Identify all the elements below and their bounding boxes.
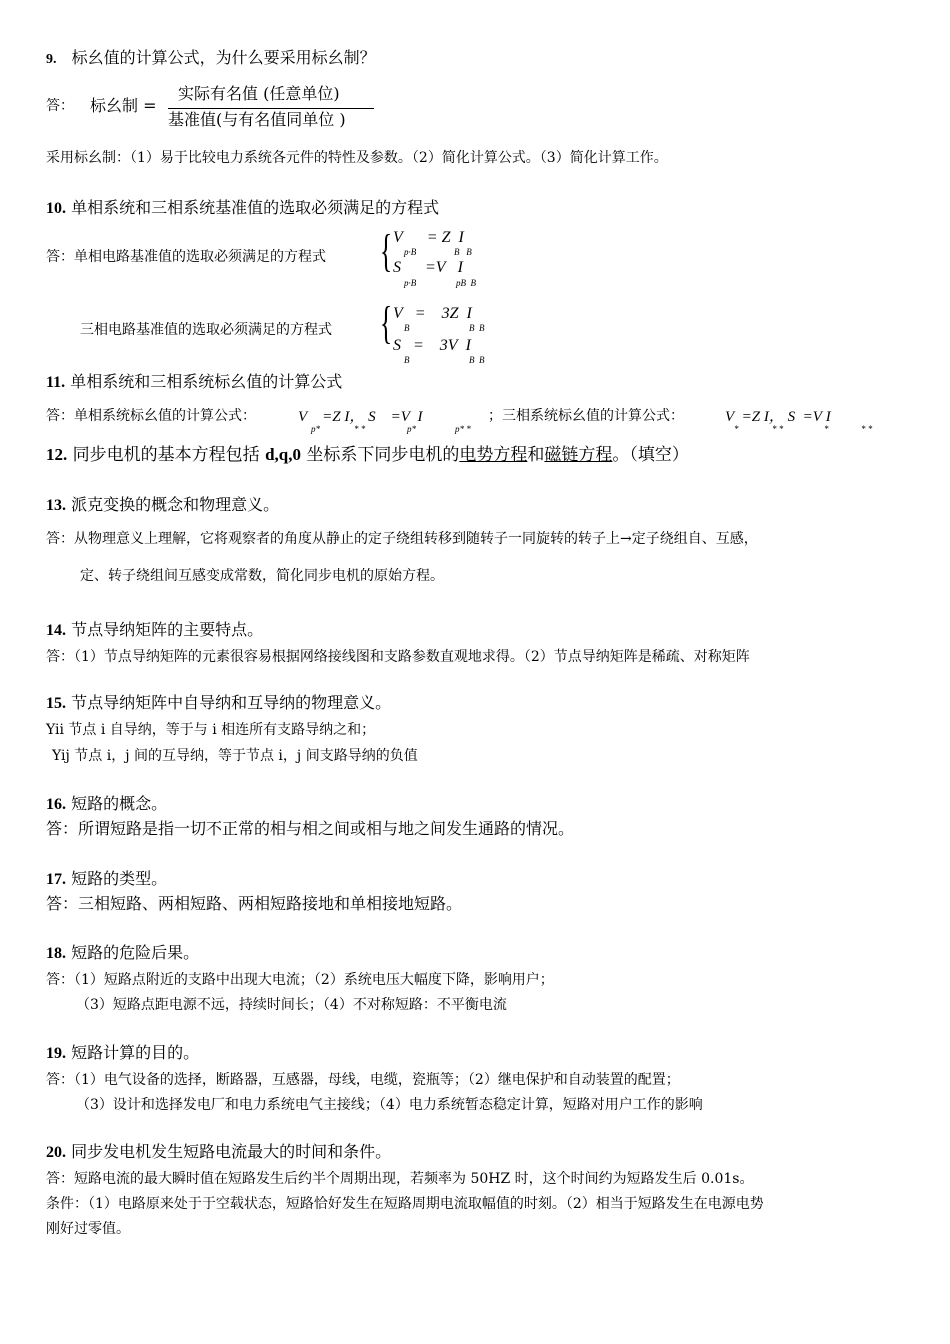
- q11-sub-c: p* *: [455, 424, 471, 434]
- q10-three-label: 三相电路基准值的选取必须满足的方程式: [80, 322, 332, 338]
- q19-line2: （3）设计和选择发电厂和电力系统电气主接线；（4）电力系统暂态稳定计算，短路对用户工作的影响: [76, 1097, 703, 1113]
- q11-sub-g: * *: [861, 424, 873, 434]
- q16-number: 16.: [46, 796, 66, 813]
- q10-eq2: S =V I: [393, 259, 463, 276]
- q10-eq2-sub: p·B: [404, 278, 417, 288]
- q11-sub-f: *: [824, 424, 829, 434]
- q10-heading: [46, 198, 439, 219]
- q16-answer: 答：所谓短路是指一切不正常的相与相之间或相与地之间发生通路的情况。: [46, 819, 575, 838]
- q10-eq2-sub2: pB B: [456, 278, 476, 288]
- q11-sub-e: * *: [772, 424, 784, 434]
- q13-answer-line2: 定、转子绕组间互感变成常数，简化同步电机的原始方程。: [80, 568, 444, 584]
- q10-single-label: 答：单相电路基准值的选取必须满足的方程式: [46, 249, 326, 265]
- q14-number: 14.: [46, 622, 66, 639]
- q14-answer: 答：（1）节点导纳矩阵的元素很容易根据网络接线图和支路参数直观地求得。（2）节点导纳矩阵是稀疏、对称矩阵: [46, 649, 750, 665]
- q17-number: 17.: [46, 871, 66, 888]
- q10-eq1-sub2: B B: [454, 247, 472, 257]
- q12-mid: 坐标系下同步电机的: [306, 445, 460, 465]
- q9-title: 标幺值的计算公式，为什么要采用标幺制？: [71, 48, 376, 67]
- q20-line2: 条件：（1）电路原来处于于空载状态，短路恰好发生在短路周期电流取幅值的时刻。（2）相当于短路发生在电源电势: [46, 1196, 764, 1212]
- q12-post: 。（填空）: [612, 445, 689, 465]
- q11-three-label: ；三相系统标幺值的计算公式：: [488, 408, 684, 424]
- q11-title: 单相系统和三相系统标幺值的计算公式: [70, 372, 343, 391]
- q15-heading: [46, 693, 391, 714]
- q17-answer: 答：三相短路、两相短路、两相短路接地和单相接地短路。: [46, 894, 463, 913]
- q9-answer-label: 答：: [46, 98, 74, 114]
- q12-number: 12.: [46, 445, 68, 464]
- q15-line2: Yij 节点 i，j 间的互导纳，等于节点 i，j 间支路导纳的负值: [52, 748, 418, 764]
- q19-line1: 答：（1）电气设备的选择，断路器，互感器，母线，电缆，瓷瓶等；（2）继电保护和自动装置的配置；: [46, 1072, 680, 1088]
- q10-eq4: S = 3V I: [393, 337, 471, 354]
- q10-title: 单相系统和三相系统基准值的选取必须满足的方程式: [71, 198, 440, 217]
- q20-number: 20.: [46, 1144, 66, 1161]
- q10-eq4-sub2: B B: [469, 355, 485, 365]
- q13-number: 13.: [46, 497, 66, 514]
- q12-blank-emf: 电势方程: [459, 445, 528, 465]
- q18-heading: [46, 943, 199, 964]
- q9-heading: [46, 48, 376, 70]
- q14-heading: [46, 620, 263, 641]
- q10-single-brace: {: [380, 225, 393, 276]
- q16-title: 短路的概念。: [71, 794, 168, 813]
- q12-line: [46, 445, 689, 465]
- q20-heading: [46, 1142, 391, 1163]
- q20-line1: 答：短路电流的最大瞬时值在短路发生后约半个周期出现，若频率为 50HZ 时，这个时间约为短路发生后 0.01s。: [46, 1171, 754, 1187]
- q11-single-subs: p*: [311, 424, 320, 434]
- q13-heading: [46, 495, 279, 516]
- q9-number: 9.: [46, 52, 57, 67]
- q12-dq0: d,q,0: [265, 445, 301, 464]
- q12-and: 和: [527, 445, 545, 465]
- q15-title: 节点导纳矩阵中自导纳和互导纳的物理意义。: [71, 693, 392, 712]
- q19-number: 19.: [46, 1045, 66, 1062]
- q13-title: 派克变换的概念和物理意义。: [71, 495, 280, 514]
- q11-sub-d: *: [734, 424, 739, 434]
- q16-heading: [46, 794, 167, 815]
- q15-line1: Yii 节点 i 自导纳，等于与 i 相连所有支路导纳之和；: [46, 722, 376, 738]
- q13-answer-line1: 答：从物理意义上理解，它将观察者的角度从静止的定子绕组转移到随转子一同旋转的转子上→定子绕组自、互感，: [46, 531, 758, 547]
- q10-eq1: V = Z I: [393, 229, 464, 246]
- q19-heading: [46, 1043, 199, 1064]
- q11-number: 11.: [46, 374, 66, 391]
- q20-line3: 刚好过零值。: [46, 1221, 130, 1237]
- q10-number: 10.: [46, 200, 66, 217]
- q12-pre: 同步电机的基本方程包括: [72, 445, 260, 465]
- q10-eq3-sub: B: [404, 323, 410, 333]
- q18-line2: （3）短路点距电源不远，持续时间长；（4）不对称短路：不平衡电流: [76, 997, 507, 1013]
- q9-formula-numerator: 实际有名值 (任意单位): [178, 84, 340, 103]
- q15-number: 15.: [46, 695, 66, 712]
- q11-sub-a: * *: [354, 424, 366, 434]
- q17-heading: [46, 869, 167, 890]
- q9-fraction-bar: [168, 108, 374, 109]
- q11-heading: [46, 372, 342, 393]
- q18-number: 18.: [46, 945, 66, 962]
- q12-blank-flux: 磁链方程: [544, 445, 613, 465]
- q11-three-formula: V =Z I， S =V I: [725, 409, 831, 425]
- q18-title: 短路的危险后果。: [71, 943, 200, 962]
- q10-three-brace: {: [380, 297, 393, 348]
- q11-single-label: 答：单相系统标幺值的计算公式：: [46, 408, 256, 424]
- q10-eq3-sub2: B B: [469, 323, 485, 333]
- q14-title: 节点导纳矩阵的主要特点。: [71, 620, 264, 639]
- q11-sub-b: p*: [407, 424, 416, 434]
- q10-eq1-sub: p·B: [404, 247, 417, 257]
- q17-title: 短路的类型。: [71, 869, 168, 888]
- q18-line1: 答：（1）短路点附近的支路中出现大电流；（2）系统电压大幅度下降，影响用户；: [46, 972, 554, 988]
- q9-formula-denominator: 基准值(与有名值同单位 ): [168, 110, 346, 129]
- q11-single-formula: V =Z I， S =V I: [298, 409, 423, 425]
- q20-title: 同步发电机发生短路电流最大的时间和条件。: [71, 1142, 392, 1161]
- q19-title: 短路计算的目的。: [71, 1043, 200, 1062]
- q10-eq4-sub: B: [404, 355, 410, 365]
- q10-eq3: V = 3Z I: [393, 305, 472, 322]
- q9-formula-lhs: 标幺制 =: [90, 96, 157, 115]
- q9-reason: 采用标幺制：（1）易于比较电力系统各元件的特性及参数。（2）简化计算公式。（3）简化计算工作。: [46, 150, 668, 166]
